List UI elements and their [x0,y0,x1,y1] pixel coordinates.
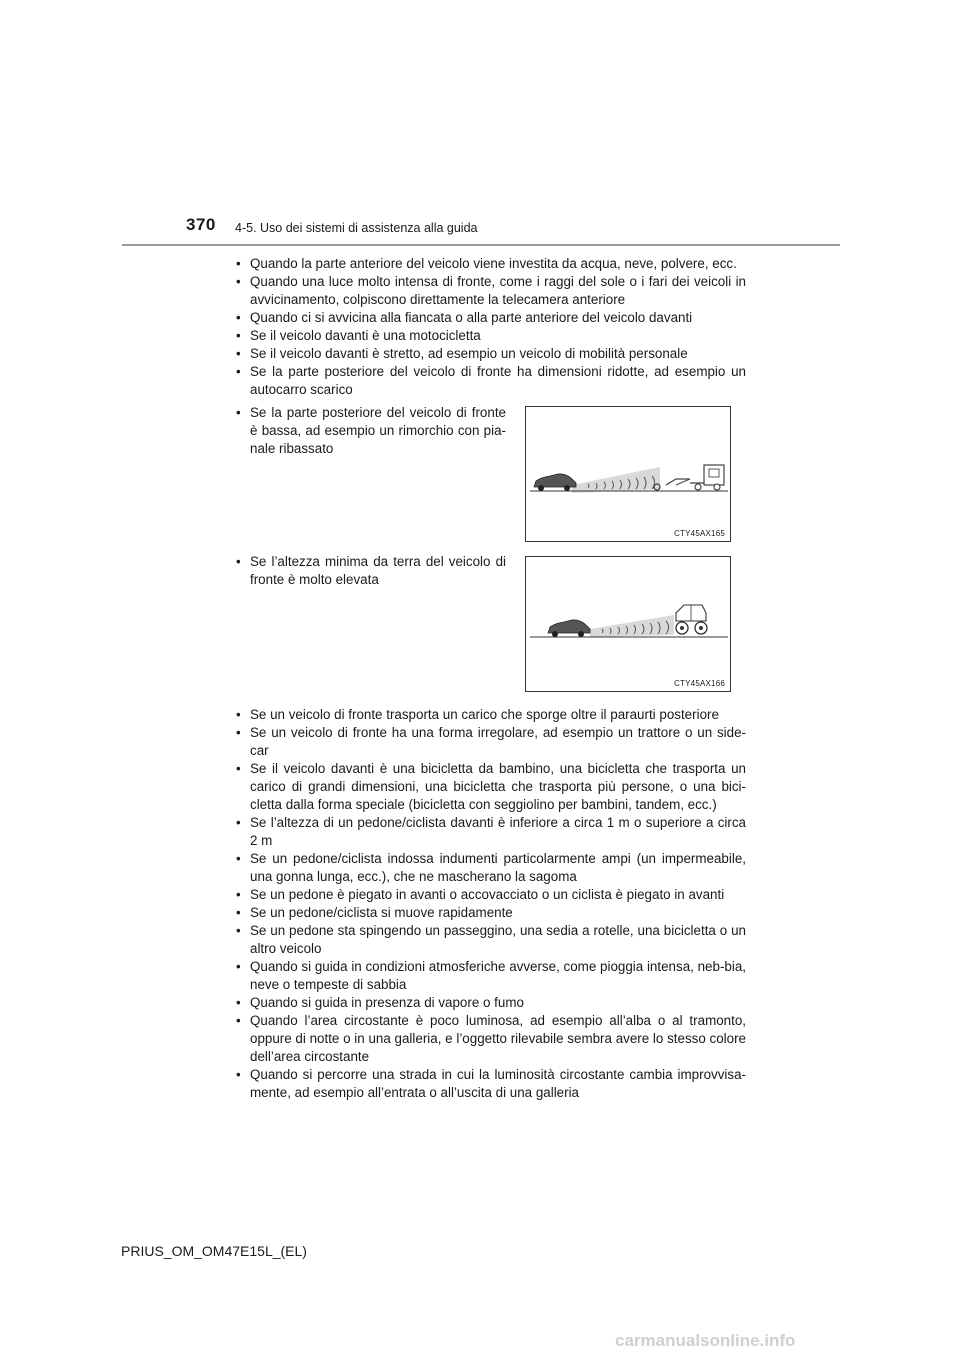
sensor-beam [590,615,674,637]
figure-2-caption-list [236,553,506,589]
list-item: • Quando si guida in presenza di vapore o fumo [236,994,746,1012]
header-rule [122,244,840,246]
list-item: • Se un pedone sta spingendo un passeggino, una sedia a rotelle, una bicicletta o un altro veicolo [236,922,746,958]
figure-low-trailer [525,406,731,542]
figure-1-caption-list [236,404,506,458]
figure-code: CTY45AX166 [674,679,725,688]
list-item: • Se il veicolo davanti è una motocicletta [236,327,746,345]
low-trailer-illustration [526,407,730,541]
list-item: • Quando si guida in condizioni atmosferiche avverse, come pioggia intensa, neb-bia, neve o tempeste di sabbia [236,958,746,994]
high-clearance-illustration [526,557,730,691]
list-item: • Quando si percorre una strada in cui la luminosità circostante cambia improvvisa-mente, ad esempio all’entrata o all’uscita di una galleria [236,1066,746,1102]
page-number: 370 [186,215,216,234]
list-item: • Se un pedone è piegato in avanti o accovacciato o un ciclista è piegato in avanti [236,886,746,904]
document-code: PRIUS_OM_OM47E15L_(EL) [121,1243,307,1259]
list-item: • Se un pedone/ciclista indossa indumenti particolarmente ampi (un impermeabile, una gonna lunga, ecc.), che ne mascherano la sagoma [236,850,746,886]
figure-1-caption: • Se la parte posteriore del veicolo di fronte è bassa, ad esempio un rimorchio con pia-nale ribassato [236,404,506,458]
list-item: • Se un pedone/ciclista si muove rapidamente [236,904,746,922]
list-item: • Quando l’area circostante è poco luminosa, ad esempio all’alba o al tramonto, oppure di notte o in una galleria, e l’oggetto rilevabile sembra avere lo stesso colore dell’area circostante [236,1012,746,1066]
sensor-beam [572,467,660,493]
watermark: carmanualsonline.info [615,1331,796,1350]
list-item: • Se il veicolo davanti è una bicicletta da bambino, una bicicletta che trasporta un carico di grandi dimensioni, una bicicletta che trasporta più persone, o una bici-cletta dalla forma speciale (bicicletta con seggiolino per bambini, tandem, ecc.) [236,760,746,814]
list-item: • Se un veicolo di fronte trasporta un carico che sporge oltre il paraurti posteriore [236,706,746,724]
list-item: • Se l’altezza di un pedone/ciclista davanti è inferiore a circa 1 m o superiore a circa 2 m [236,814,746,850]
list-item: • Se la parte posteriore del veicolo di fronte ha dimensioni ridotte, ad esempio un autocarro scarico [236,363,746,399]
bullet-list-top [236,255,746,399]
figure-2-caption: • Se l’altezza minima da terra del veicolo di fronte è molto elevata [236,553,506,589]
list-item: • Quando la parte anteriore del veicolo viene investita da acqua, neve, polvere, ecc. [236,255,746,273]
figure-high-clearance [525,556,731,692]
low-trailer-icon [654,465,724,490]
list-item: • Quando una luce molto intensa di fronte, come i raggi del sole o i fari dei veicoli in avvicinamento, colpiscono direttamente la telecamera anteriore [236,273,746,309]
own-car-icon [548,620,590,637]
own-car-icon [534,474,576,491]
high-clearance-vehicle-icon [676,605,707,634]
list-item: • Quando ci si avvicina alla fiancata o alla parte anteriore del veicolo davanti [236,309,746,327]
figure-code: CTY45AX165 [674,529,725,538]
list-item: • Se un veicolo di fronte ha una forma irregolare, ad esempio un trattore o un side-car [236,724,746,760]
bullet-list-bottom [236,706,746,1102]
list-item: • Se il veicolo davanti è stretto, ad esempio un veicolo di mobilità personale [236,345,746,363]
section-title: 4-5. Uso dei sistemi di assistenza alla guida [235,221,478,235]
